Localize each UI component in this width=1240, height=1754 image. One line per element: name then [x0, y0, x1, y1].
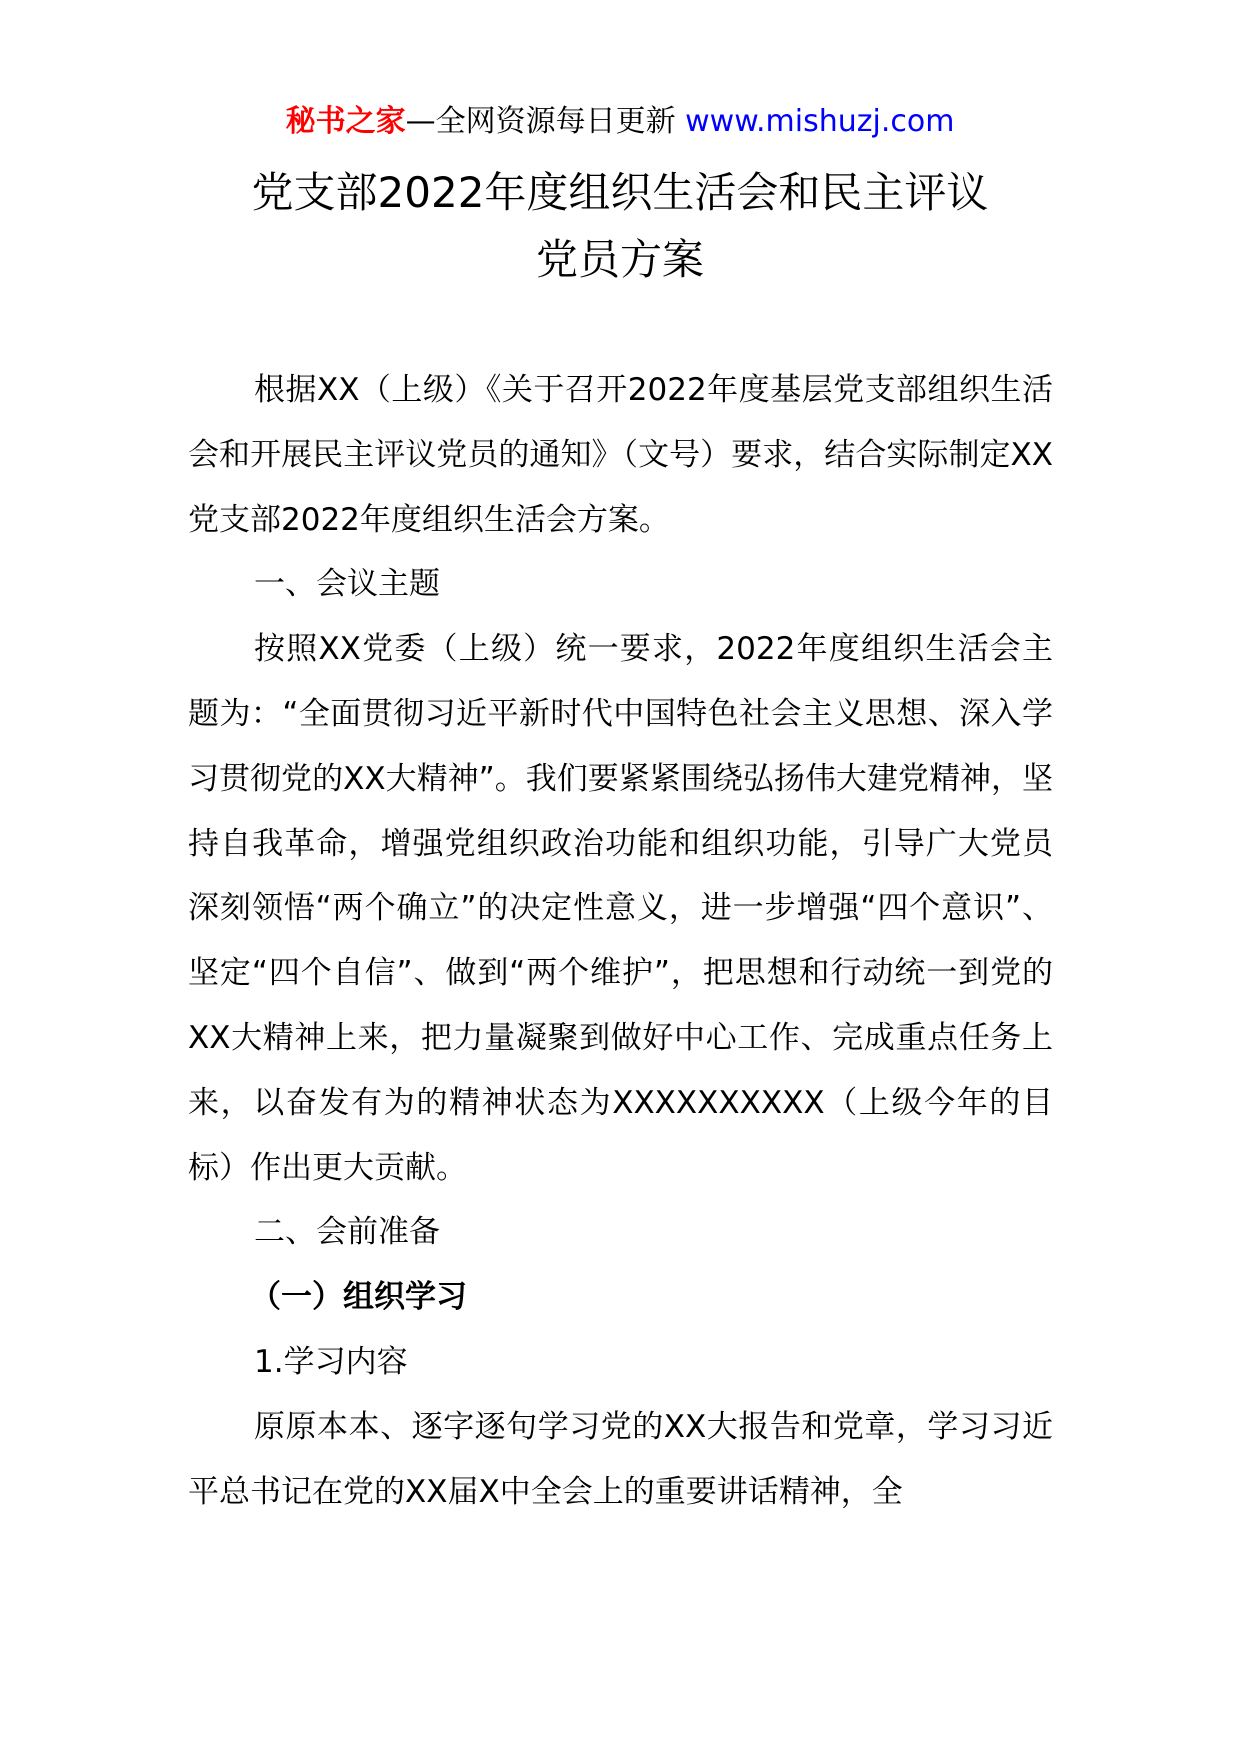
paragraph-study-content: 原原本本、逐字逐句学习党的XX大报告和党章，学习习近平总书记在党的XX届X中全会上的重要讲话精神，全: [188, 1408, 1053, 1510]
document-body: [188, 358, 1053, 1524]
document-title-line-2: 党员方案: [535, 235, 704, 284]
site-brand: 秘书之家: [285, 104, 406, 139]
section-heading-2: 二、会前准备: [254, 1214, 440, 1251]
section-heading-1: 一、会议主题: [254, 566, 440, 603]
site-header: [0, 100, 1240, 144]
document-title-line-1: 党支部2022年度组织生活会和民主评议: [251, 168, 989, 217]
site-url-link[interactable]: www.mishuzj.com: [685, 104, 955, 139]
site-slogan: —全网资源每日更新: [405, 104, 676, 139]
item-heading-1: 1.学习内容: [254, 1343, 408, 1380]
subsection-heading-1: （一）组织学习: [250, 1279, 467, 1316]
paragraph-theme: 按照XX党委（上级）统一要求，2022年度组织生活会主题为：“全面贯彻习近平新时代中国特色社会主义思想、深入学习贯彻党的XX大精神”。我们要紧紧围绕弘扬伟大建党精神，坚持自我革命，增强党组织政治功能和组织功能，引导广大党员深刻领悟“两个确立”的决定性意义，进一步增强“四个意识”、坚定“四个自信”、做到“两个维护”，把思想和行动统一到党的XX大精神上来，把力量凝聚到做好中心工作、完成重点任务上来，以奋发有为的精神状态为XXXXXXXXXX（上级今年的目标）作出更大贡献。: [188, 631, 1053, 1186]
paragraph-intro: 根据XX（上级）《关于召开2022年度基层党支部组织生活会和开展民主评议党员的通知》（文号）要求，结合实际制定XX党支部2022年度组织生活会方案。: [188, 372, 1053, 538]
